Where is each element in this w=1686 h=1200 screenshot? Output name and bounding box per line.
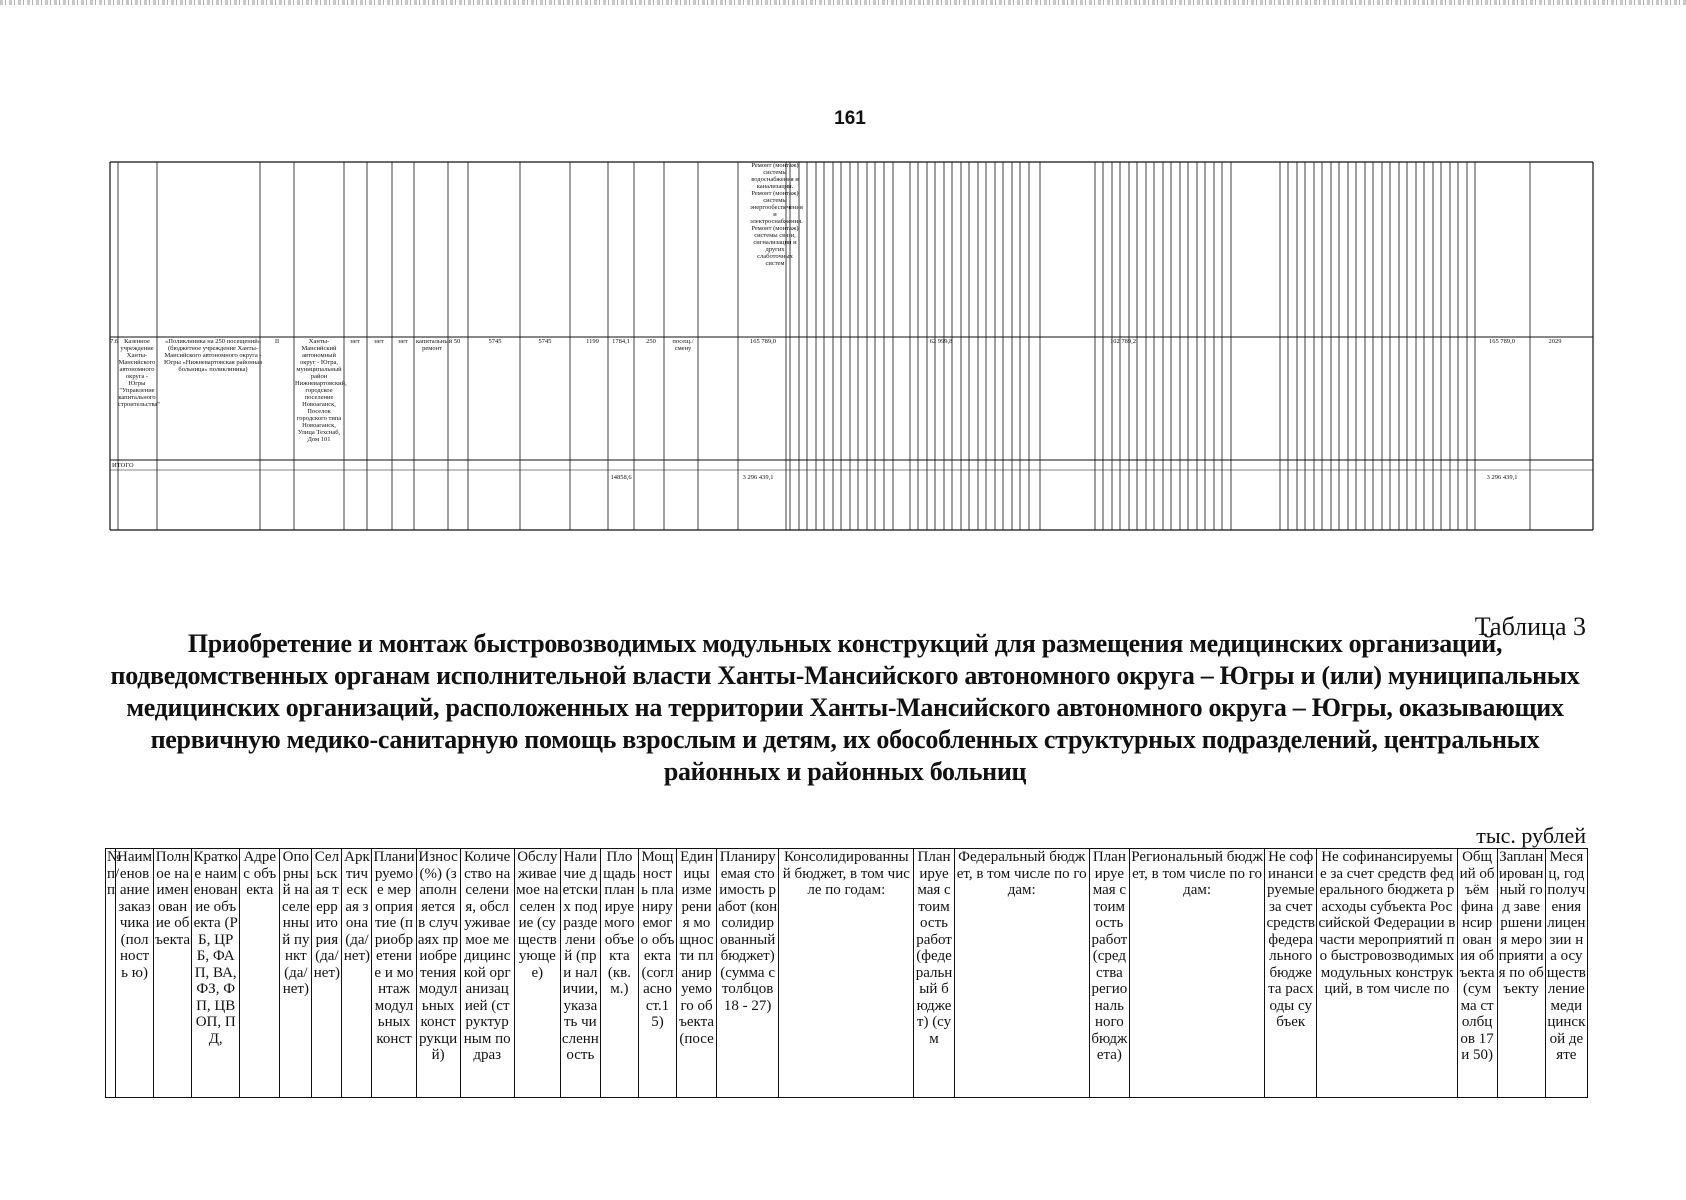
header-cell: Износ (%) (заполняется в случаях приобретения модульных конструкций)	[416, 849, 460, 1098]
row-object: «Поликлиника на 250 посещений» (бюджетное учреждение Ханты-Мансийского автономного округа - Югры «Нижневартовская районная больница» поликлиника)	[163, 338, 263, 373]
row-net-3: нет	[398, 338, 408, 345]
header-cell: Арктическая зона (да/нет)	[342, 849, 372, 1098]
row-net-2: нет	[374, 338, 384, 345]
header-row	[106, 849, 1588, 1098]
row-v5745a: 5745	[488, 338, 502, 345]
page-number: 161	[834, 108, 866, 129]
row-v50: 50	[453, 338, 461, 345]
header-cell: Общий объём финансирования объекта (сумма столбцов 17 и 50)	[1457, 849, 1497, 1098]
header-cell: № п/п	[106, 849, 116, 1098]
itogo-sum2: 3 296 439,1	[1486, 474, 1518, 481]
header-cell: Не софинансируемые за счет средств федерального бюджета расходы субъек	[1265, 849, 1317, 1098]
row-address: Ханты-Мансийский автономный округ - Югра, муниципальный район Нижневартовский, городское поселение Новоаганск, Поселок городского типа Новоаганск, Улица Техснаб, Дом 101	[295, 338, 347, 443]
header-cell: Запланированный год завершения мероприятия по объекту	[1497, 849, 1545, 1098]
itogo-label: ИТОГО	[112, 462, 134, 469]
row-repair: капитальный ремонт	[416, 338, 453, 352]
header-cell: Региональный бюджет, в том числе по годам:	[1129, 849, 1264, 1098]
itogo-area: 14858,6	[610, 474, 632, 481]
row-v1199: 1199	[586, 338, 599, 345]
header-cell: Количество населения, обслуживаемое медицинской организацией (структурным подраз	[460, 849, 514, 1098]
row-fed: 62 999,8	[929, 338, 953, 345]
row-total: 165 789,0	[750, 338, 776, 345]
row-year: 2029	[1548, 338, 1562, 345]
header-cell: Сельская территория (да/нет)	[312, 849, 342, 1098]
work-description-cell: Ремонт (монтаж) системы водоснабжения и канализации. Ремонт (монтаж) системы энергообеспечения и электроснабжения. Ремонт (монтаж) системы связи, сигнализации и других слаботочных систем	[750, 162, 803, 267]
header-cell: Федеральный бюджет, в том числе по годам:	[954, 849, 1089, 1098]
header-cell: Адрес объекта	[240, 849, 280, 1098]
row-reg: 102 789,2	[1110, 338, 1136, 345]
table-label: Таблица 3	[1474, 612, 1586, 641]
row-number: 7.6	[110, 338, 119, 345]
header-cell: Единицы измерения мощности планируемого объекта (посе	[677, 849, 717, 1098]
header-cell: Краткое наименование объекта (РБ, ЦРБ, ФАП, ВА, ФЗ, ФП, ЦВОП, ПД,	[192, 849, 240, 1098]
header-cell: Полное наименование объекта	[154, 849, 192, 1098]
table-3-header	[105, 848, 1588, 1098]
row-unit: посещ./смену	[672, 338, 694, 352]
header-cell: Площадь планируемого объекта (кв.м.)	[600, 849, 638, 1098]
table-title: Приобретение и монтаж быстровозводимых модульных конструкций для размещения медицинских организаций, подведомственных органам исполнительной власти Ханты-Мансийского автономного округа – Югры и (или) муниципальных медицинских организаций, расположенных на территории Ханты-Мансийского автономного округа – Югры, оказывающих первичную медико-санитарную помощь взрослым и детям, их обособленных структурных подразделений, центральных районных и районных больниц	[110, 629, 1580, 786]
row-customer: Казенное учреждение Ханты-Мансийского автономного округа - Югры "Управление капитального строительства"	[118, 338, 160, 408]
header-cell: Наименование заказчика (полность ю)	[116, 849, 154, 1098]
row-net-1: нет	[350, 338, 360, 345]
header-cell: Планируемое мероприятие (приобретение и монтаж модульных конст	[372, 849, 416, 1098]
row-sum2: 165 789,0	[1489, 338, 1515, 345]
itogo-total: 3 296 439,1	[742, 474, 774, 481]
row-type: II	[274, 338, 280, 345]
header-cell: Планируемая стоимость работ (консолидированный бюджет) (сумма столбцов 18 - 27)	[717, 849, 779, 1098]
header-cell: Планируемая стоимость работ (федеральный бюджет) (сум	[914, 849, 954, 1098]
header-cell: Обслуживаемое население (существующее)	[514, 849, 560, 1098]
unit-label: тыс. рублей	[1476, 823, 1586, 848]
header-cell: Мощность планируемого объекта (согласно ст.15)	[638, 849, 676, 1098]
header-cell: Не софинансируемые за счет средств федерального бюджета расходы субъекта Российской Федерации в части мероприятий по быстровозводимых модульных конструкций, в том числе по	[1317, 849, 1457, 1098]
header-cell: Наличие детских подразделений (при наличии, указать численность	[560, 849, 600, 1098]
header-cell: Консолидированный бюджет, в том числе по годам:	[779, 849, 914, 1098]
previous-table	[110, 162, 1593, 530]
scan-edge	[0, 0, 1686, 5]
row-v5745b: 5745	[538, 338, 552, 345]
header-cell: Опорный населенный пункт (да/нет)	[280, 849, 312, 1098]
header-cell: Планируемая стоимость работ (средства регионального бюджета)	[1089, 849, 1129, 1098]
header-cell: Месяц, год получения лицензии на осуществление медицинской деяте	[1545, 849, 1587, 1098]
row-v250: 250	[646, 338, 656, 345]
row-v1784: 1784,1	[612, 338, 630, 345]
